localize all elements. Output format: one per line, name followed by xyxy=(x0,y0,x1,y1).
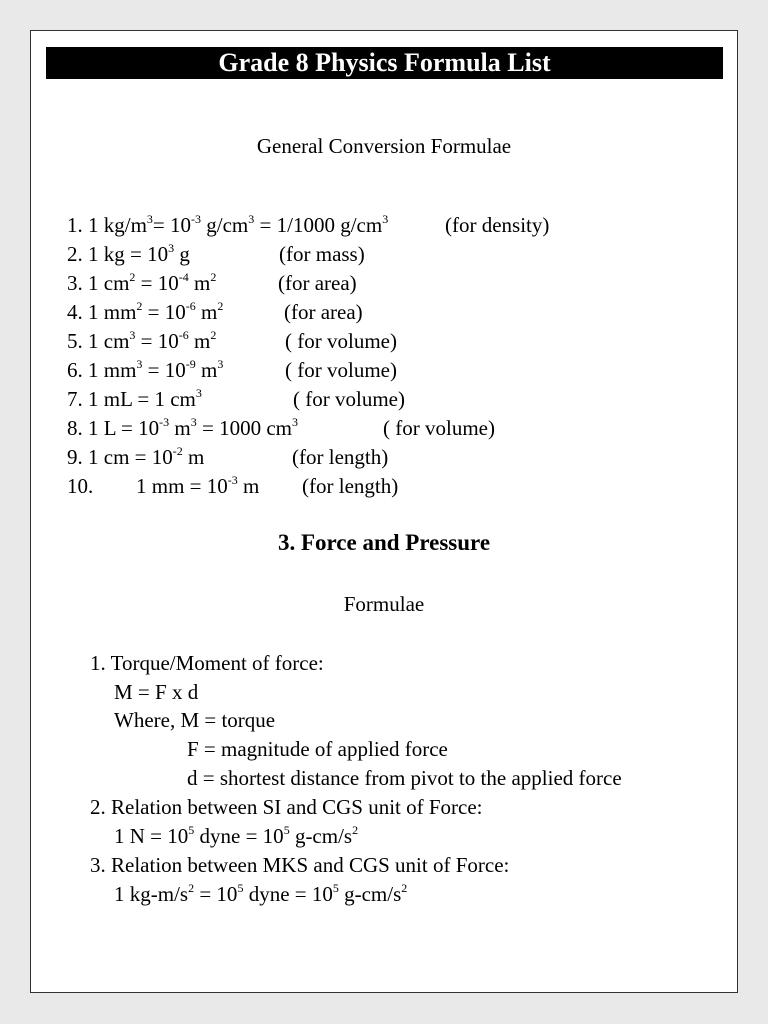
section-subheading-formulae: Formulae xyxy=(343,592,425,616)
formula-line: 1 $N = 10^5$ dyne = $10^5$ $g-cm/s^2$ xyxy=(114,823,359,848)
remark: ( for volume) xyxy=(285,358,397,382)
list-item: 3. 1 $cm^2 = 10^{-4}$ $m^2$ (for area) xyxy=(67,270,357,295)
remark: (for density) xyxy=(445,213,550,237)
list-item: 2. Relation between SI and CGS unit of Force: xyxy=(90,795,483,819)
list-item: 1. Torque/Moment of force: xyxy=(90,651,324,675)
section-heading-force: 3. Force and Pressure xyxy=(277,530,491,555)
remark: ( for volume) xyxy=(293,387,405,411)
list-item: 1. 1 $kg/m^3= 10^{-3}$ $g/cm^3 = 1/1000$ $g/cm^3$ (for density) xyxy=(67,212,550,237)
remark: (for area) xyxy=(284,300,363,324)
list-item: 3. Relation between MKS and CGS unit of Force: xyxy=(90,853,510,877)
remark: (for length) xyxy=(302,474,399,498)
remark: (for mass) xyxy=(279,242,365,266)
formula-line: F = magnitude of applied force xyxy=(187,737,448,761)
list-item: 7. 1 mL = 1 $cm^3$ ( for volume) xyxy=(67,386,405,411)
formula-line: M = F x d xyxy=(114,680,199,704)
list-item: 5. 1 $cm^3 = 10^{-6}$ $m^2$ ( for volume) xyxy=(67,328,397,353)
formula-line: d = shortest distance from pivot to the applied force xyxy=(187,766,622,790)
list-item: 8. 1 $L = 10^{-3}$ $m^3 = 1000$ $cm^3$ ( for volume) xyxy=(67,415,495,440)
list-item: 4. 1 $mm^2 = 10^{-6}$ $m^2$ (for area) xyxy=(67,299,363,324)
remark: ( for volume) xyxy=(285,329,397,353)
remark: (for area) xyxy=(278,271,357,295)
formula-line: Where, M = torque xyxy=(114,708,276,732)
page-title: Grade 8 Physics Formula List xyxy=(46,47,723,79)
section-heading-conversion: General Conversion Formulae xyxy=(256,134,512,158)
document-page xyxy=(30,30,738,993)
list-item: 9. 1 cm = $10^{-2}$ m (for length) xyxy=(67,444,389,469)
formula-line: 1 $kg-m/s^2 = 10^5$ dyne = $10^5$ $g-cm/s^2$ xyxy=(114,881,408,906)
list-item: 2. 1 kg = $10^3$ g (for mass) xyxy=(67,241,365,266)
list-item: 6. 1 $mm^3 = 10^{-9}$ $m^3$ ( for volume) xyxy=(67,357,397,382)
remark: (for length) xyxy=(292,445,389,469)
list-item: 10. 1 mm = $10^{-3}$ m (for length) xyxy=(67,473,399,498)
remark: ( for volume) xyxy=(383,416,495,440)
